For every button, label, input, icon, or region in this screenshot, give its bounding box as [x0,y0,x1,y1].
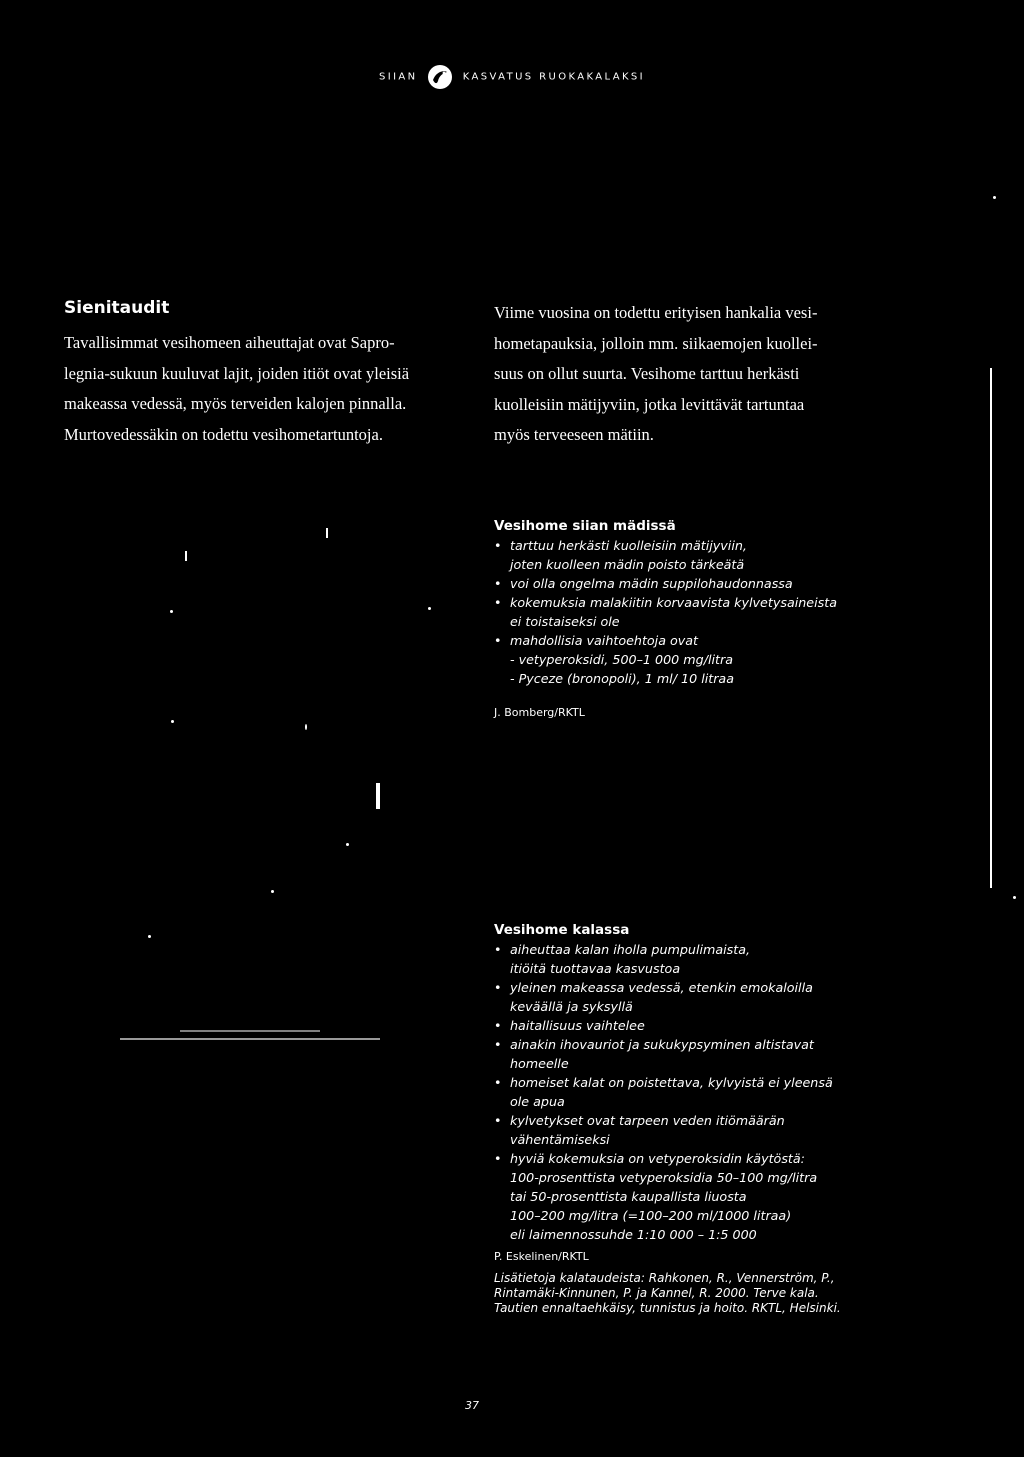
section-title: Sienitaudit [64,298,170,318]
scan-speck [326,528,328,538]
list-item: • tarttuu herkästi kuolleisiin mätijyviin, joten kuolleen mädin poisto tärkeätä [494,538,747,572]
scan-speck [170,610,173,613]
photo-credit: P. Eskelinen/RKTL [494,1250,589,1263]
intro-right-line: hometapauksia, jolloin mm. siikaemojen kuollei- [494,333,818,353]
list-item: • hyviä kokemuksia on vetyperoksidin käytöstä: 100-prosenttista vetyperoksidia 50–100 mg/litra tai 50-prosenttista kaupallista liuosta 100–200 mg/litra (=100–200 ml/1000 litraa) eli laimennossuhde 1:10 000 – 1:5 000 [494,1151,818,1242]
intro-right-line: Viime vuosina on todettu erityisen hankalia vesi- [494,303,818,322]
photo-credit: J. Bomberg/RKTL [494,706,585,719]
bullet-icon: • [494,1113,502,1128]
header-right: KASVATUS RUOKAKALAKSI [462,71,646,83]
scan-speck [271,890,274,893]
list-item: • ainakin ihovauriot ja sukukypsyminen altistavat homeelle [494,1037,814,1071]
bullet-list [494,536,954,688]
bullet-icon: • [494,980,502,995]
list-item: • kylvetykset ovat tarpeen veden itiömäärän vähentämiseksi [494,1113,785,1147]
reference-line: Tautien ennaltaehkäisy, tunnistus ja hoito. RKTL, Helsinki. [494,1301,841,1315]
bullet-icon: • [494,1151,502,1166]
intro-left-line: legnia-sukuun kuuluvat lajit, joiden itiöt ovat yleisiä [64,363,410,383]
scan-speck [376,783,380,809]
intro-left-line: Murtovedessäkin on todettu vesihometartuntoja. [64,424,383,444]
intro-right-line: kuolleisiin mätijyviin, jotka levittävät tartuntaa [494,394,805,414]
intro-left-line: Tavallisimmat vesihomeen aiheuttajat ovat Sapro- [64,333,395,352]
header-left: SIIAN [378,71,418,83]
bullet-icon: • [494,595,502,610]
intro-right-line: suus on ollut suurta. Vesihome tarttuu herkästi [494,364,800,383]
bullet-icon: • [494,1075,502,1090]
scan-speck [346,843,349,846]
list-item: • aiheuttaa kalan iholla pumpulimaista, itiöitä tuottavaa kasvustoa [494,942,751,976]
scan-speck [428,607,431,610]
scan-speck [120,1038,380,1040]
list-item: • kokemuksia malakiitin korvaavista kylvetysaineista ei toistaiseksi ole [494,595,837,629]
list-item: • voi olla ongelma mädin suppilohaudonnassa [494,576,793,591]
scan-speck [305,724,307,730]
page-number: 37 [465,1399,479,1412]
reference-line: Rintamäki-Kinnunen, P. ja Kannel, R. 2000. Terve kala. [494,1286,819,1300]
list-item: • haitallisuus vaihtelee [494,1018,645,1033]
reference-line: Lisätietoja kalataudeista: Rahkonen, R., Vennerström, P., [494,1271,835,1285]
intro-left-line: makeassa vedessä, myös terveiden kalojen pinnalla. [64,394,407,413]
info-box-title: Vesihome siian mädissä [494,518,676,534]
scan-speck [148,935,151,938]
scan-speck [180,1030,320,1032]
list-item: • homeiset kalat on poistettava, kylvyistä ei yleensä ole apua [494,1075,833,1109]
running-header [0,64,1024,90]
list-item: • yleinen makeassa vedessä, etenkin emokaloilla keväällä ja syksyllä [494,980,813,1014]
info-box-title: Vesihome kalassa [494,922,630,938]
info-box-fish [494,922,954,1316]
list-item: • mahdollisia vaihtoehtoja ovat - vetyperoksidi, 500–1 000 mg/litra - Pyceze (bronopoli), 1 ml/ 10 litraa [494,633,734,686]
scan-speck [171,720,174,723]
divider-line [990,368,992,888]
bullet-icon: • [494,576,502,591]
references [494,1271,954,1316]
info-box-roe [494,518,954,719]
bullet-icon: • [494,1018,502,1033]
bullet-icon: • [494,1037,502,1052]
bullet-icon: • [494,942,502,957]
bullet-icon: • [494,538,502,553]
intro-left-paragraph [64,328,464,450]
scan-speck [993,196,996,199]
scan-speck [185,551,187,561]
scan-speck [1013,896,1016,899]
stylized-fish-icon [427,64,453,90]
intro-right-paragraph [494,298,934,451]
bullet-icon: • [494,633,502,648]
bullet-list [494,940,954,1244]
intro-right-line: myös terveeseen mätiin. [494,425,654,444]
